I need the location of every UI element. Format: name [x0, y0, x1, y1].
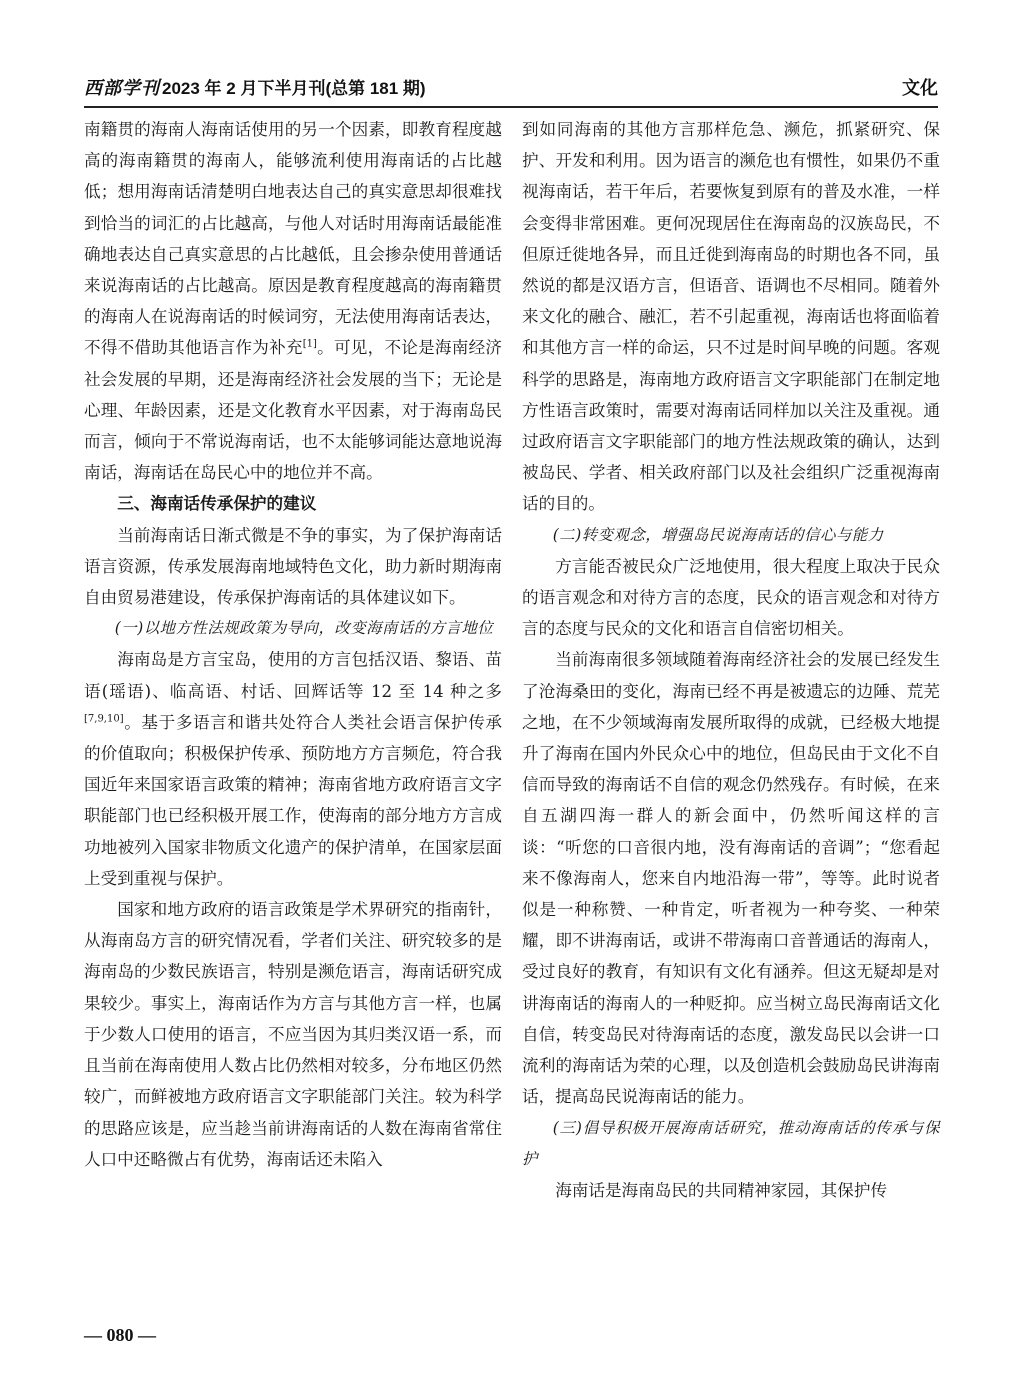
paragraph: 海南话是海南岛民的共同精神家园，其保护传 — [555, 1180, 888, 1200]
paragraph-text: 。基于多语言和谐共处符合人类社会语言保护传承的价值取向；积极保护传承、预防地方方言频危，符合我国近年来国家语言政策的精神；海南省地方政府语言文字职能部门也已经积极开展工作，使海南的部分地方方言成功地被列入国家非物质文化遗产的保护清单，在国家层面上受到重视与保护。 — [84, 712, 502, 888]
paragraph — [84, 114, 502, 488]
paragraph — [84, 644, 502, 894]
paragraph: 当前海南很多领域随着海南经济社会的发展已经发生了沧海桑田的变化，海南已经不再是被遗忘的边陲、荒芜之地，在不少领域海南发展所取得的成就，已经极大地提升了海南在国内外民众心中的地位，但岛民由于文化不自信而导致的海南话不自信的观念仍然残存。有时候，在来自五湖四海一群人的新会面中，仍然听闻这样的言谈：“听您的口音很内地，没有海南话的音调”；“您看起来不像海南人，您来自内地沿海一带”，等等。此时说者似是一种称赞、一种肯定，听者视为一种夸奖、一种荣耀，即不讲海南话，或讲不带海南口音普通话的海南人，受过良好的教育，有知识有文化有涵养。但这无疑却是对讲海南话的海南人的一种贬抑。应当树立岛民海南话文化自信，转变岛民对待海南话的态度，激发岛民以会讲一口流利的海南话为荣的心理，以及创造机会鼓励岛民讲海南话，提高岛民说海南话的能力。 — [522, 650, 940, 1107]
section-label: 文化 — [902, 78, 938, 98]
paragraph: 当前海南话日渐式微是不争的事实，为了保护海南话语言资源，传承发展海南地域特色文化，助力新时期海南自由贸易港建设，传承保护海南话的具体建议如下。 — [84, 525, 502, 608]
paragraph-text: 南籍贯的海南人海南话使用的另一个因素，即教育程度越高的海南籍贯的海南人，能够流利使用海南话的占比越低；想用海南话清楚明白地表达自己的真实意思却很难找到恰当的词汇的占比越高，与他人对话时用海南话最能准确地表达自己真实意思的占比越低，且会掺杂使用普通话来说海南话的占比越高。原因是教育程度越高的海南籍贯的海南人在说海南话的时候词穷，无法使用海南话表达，不得不借助其他语言作为补充 — [84, 120, 502, 358]
subsection-heading: (一)以地方性法规政策为导向，改变海南话的方言地位 — [114, 619, 494, 638]
journal-info — [84, 74, 426, 100]
left-column — [84, 114, 502, 1175]
page-number: — 080 — — [84, 1325, 156, 1345]
subsection-heading: (三)倡导积极开展海南话研究，推动海南话的传承与保护 — [522, 1118, 940, 1168]
paragraph-text: 。可见，不论是海南经济社会发展的早期，还是海南经济社会发展的当下；无论是心理、年龄因素，还是文化教育水平因素，对于海南岛民而言，倾向于不常说海南话，也不太能够词能达意地说海南话，海南话在岛民心中的地位并不高。 — [84, 338, 503, 483]
issue-info: 2023 年 2 月下半月刊(总第 181 期) — [162, 79, 426, 98]
paragraph: 国家和地方政府的语言政策是学术界研究的指南针，从海南岛方言的研究情况看，学者们关注、研究较多的是海南岛的少数民族语言，特别是濒危语言，海南话研究成果较少。事实上，海南话作为方言与其他方言一样，也属于少数人口使用的语言，不应当因为其归类汉语一系，而且当前在海南使用人数占比仍然相对较多，分布地区仍然较广，而鲜被地方政府语言文字职能部门关注。较为科学的思路应该是，应当趁当前讲海南话的人数在海南省常住人口中还略微占有优势，海南话还未陷入 — [84, 900, 502, 1169]
journal-logo: 西部学刊 — [84, 78, 160, 99]
paragraph: 到如同海南的其他方言那样危急、濒危，抓紧研究、保护、开发和利用。因为语言的濒危也有惯性，如果仍不重视海南话，若干年后，若要恢复到原有的普及水准，一样会变得非常困难。更何况现居住在海南岛的汉族岛民，不但原迁徙地各异，而且迁徙到海南岛的时期也各不同，虽然说的都是汉语方言，但语音、语调也不尽相同。随着外来文化的融合、融汇，若不引起重视，海南话也将面临着和其他方言一样的命运，只不过是时间早晚的问题。客观科学的思路是，海南地方政府语言文字职能部门在制定地方性语言政策时，需要对海南话同样加以关注及重视。通过政府语言文字职能部门的地方性法规政策的确认，达到被岛民、学者、相关政府部门以及社会组织广泛重视海南话的目的。 — [522, 120, 940, 514]
running-header — [84, 70, 938, 108]
citation: [7,9,10] — [84, 713, 124, 725]
subsection-heading: (二)转变观念，增强岛民说海南话的信心与能力 — [552, 525, 884, 544]
right-column — [522, 114, 940, 1206]
citation: [1] — [302, 338, 317, 350]
paragraph-text: 海南岛是方言宝岛，使用的方言包括汉语、黎语、苗语(瑶语)、临高语、村话、回辉话等 12 至 14 种之多 — [84, 650, 502, 701]
paragraph: 方言能否被民众广泛地使用，很大程度上取决于民众的语言观念和对待方言的态度，民众的语言观念和对待方言的态度与民众的文化和语言自信密切相关。 — [522, 556, 940, 639]
section-heading: 三、海南话传承保护的建议 — [117, 494, 317, 514]
